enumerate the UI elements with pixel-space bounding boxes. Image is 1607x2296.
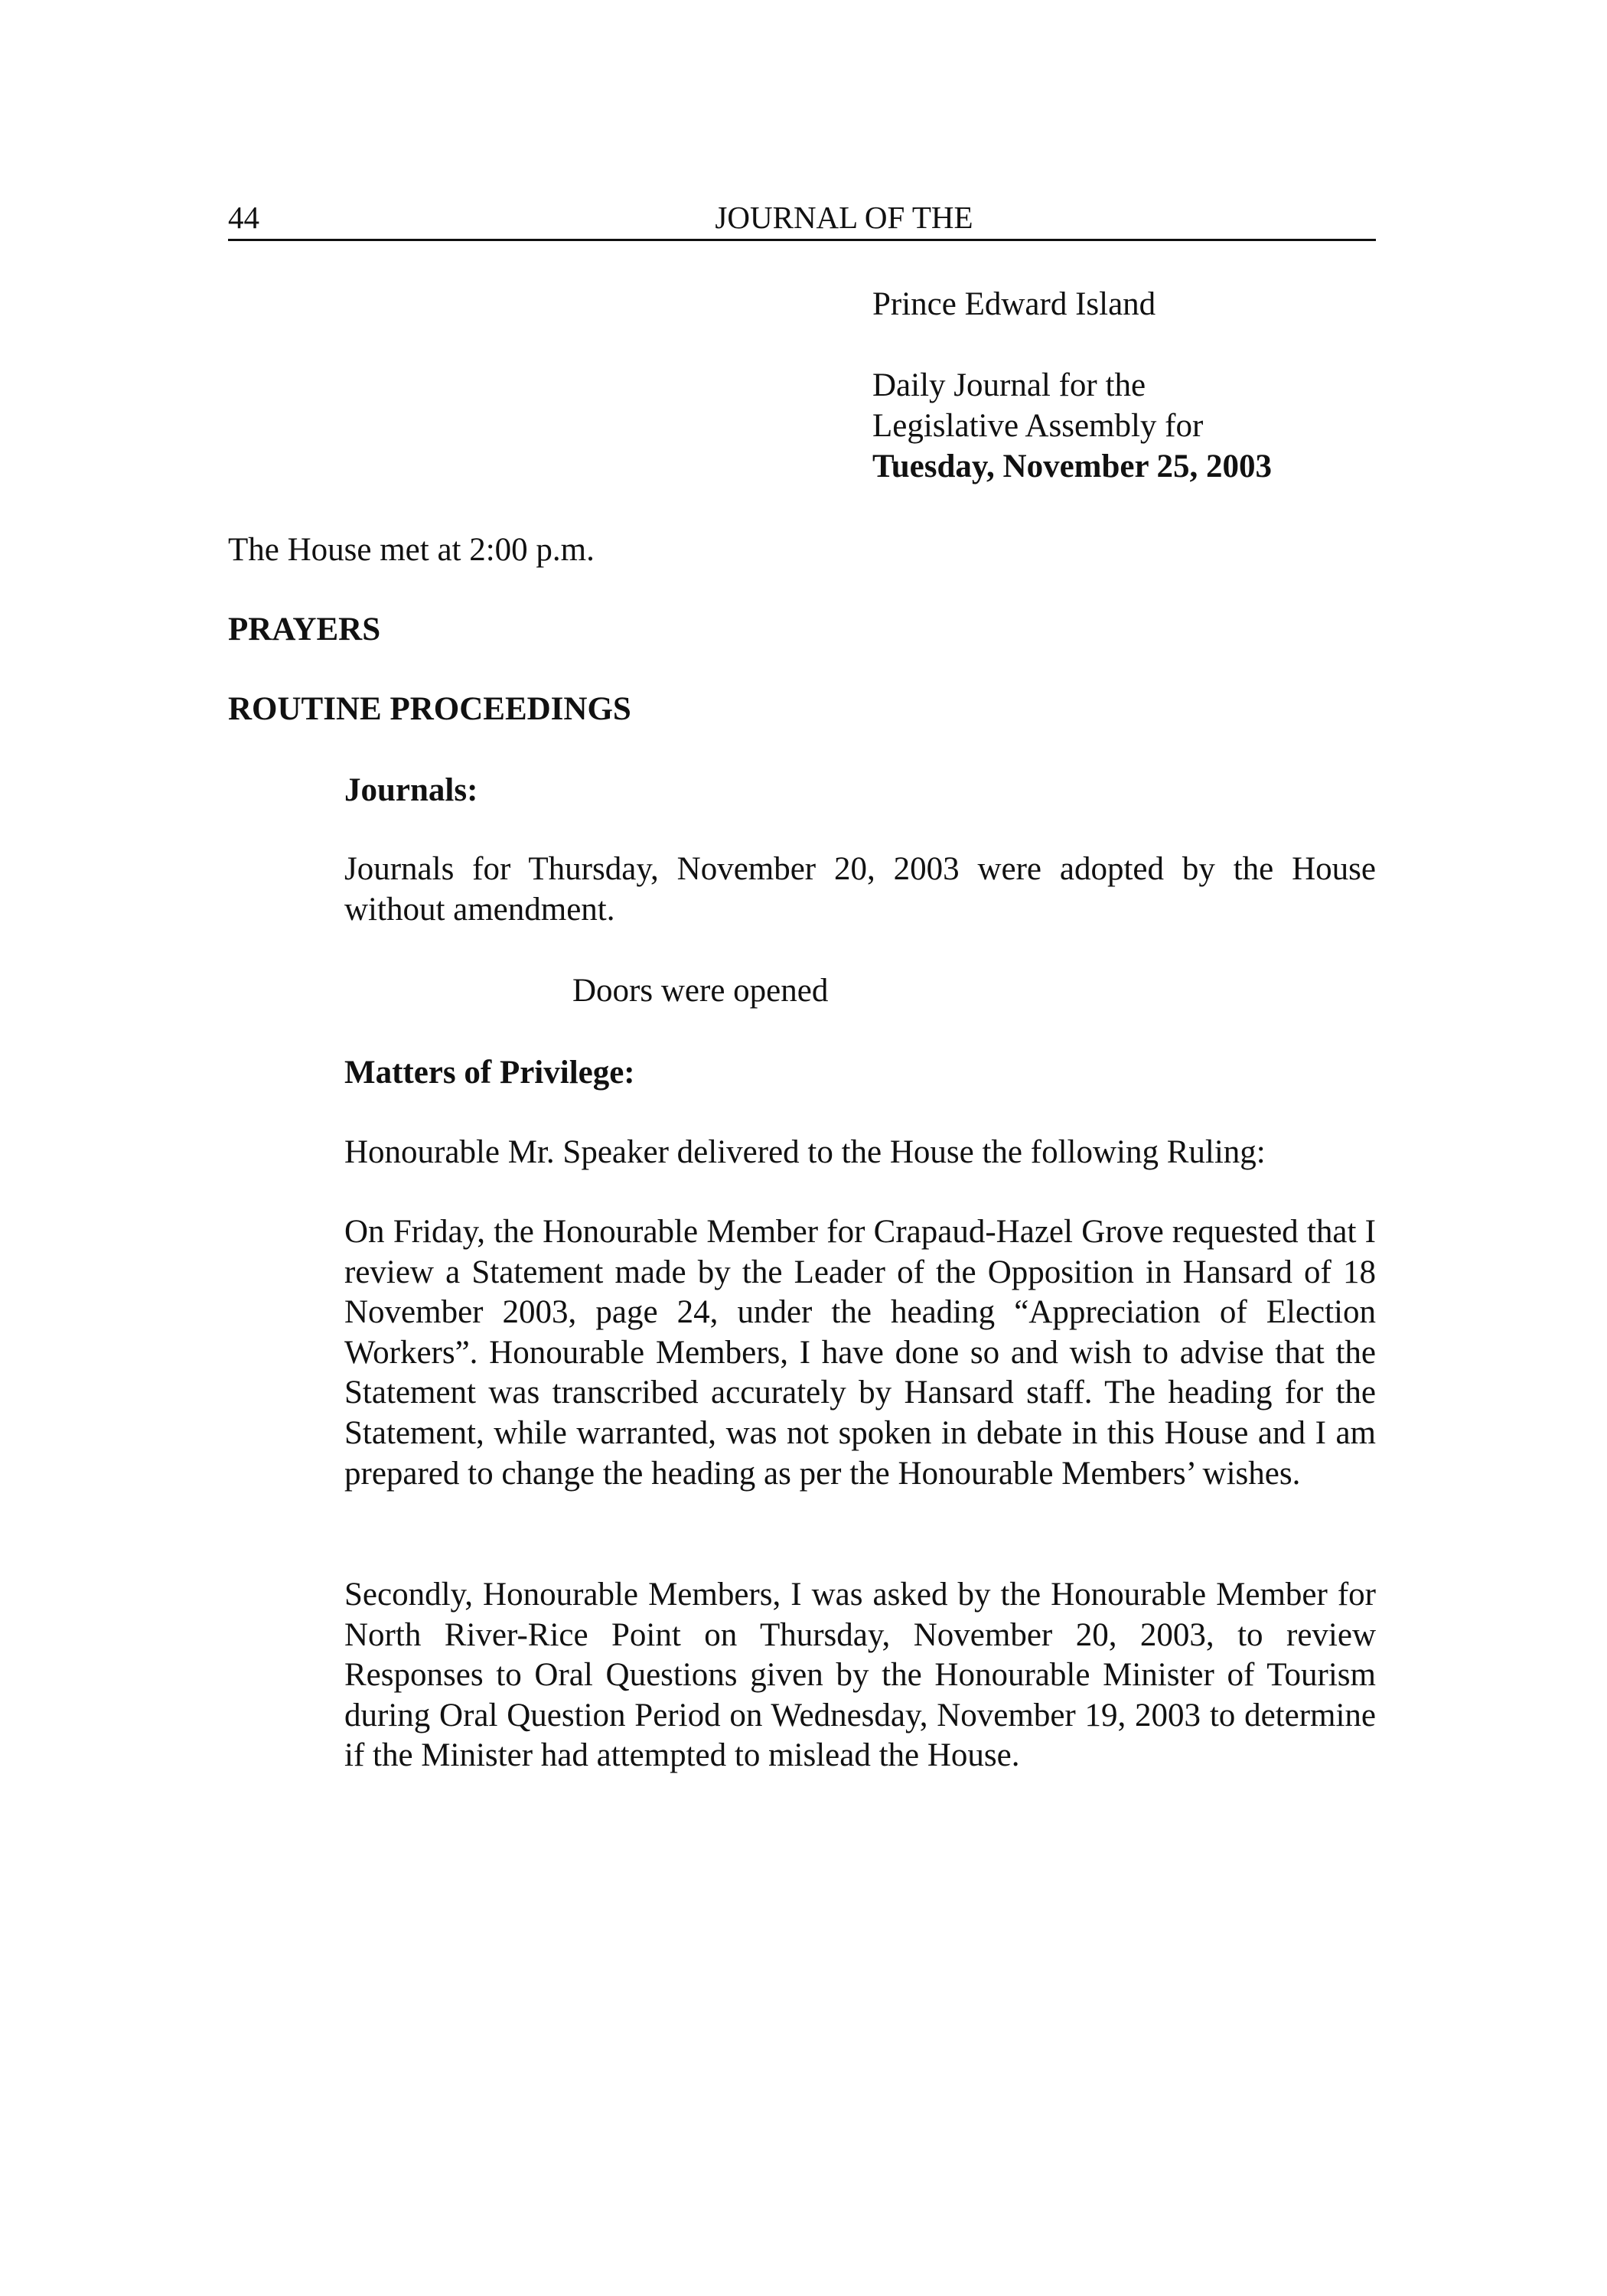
routine-proceedings-heading: ROUTINE PROCEEDINGS xyxy=(228,691,631,727)
address-province: Prince Edward Island xyxy=(872,286,1156,322)
ruling-paragraph-1: On Friday, the Honourable Member for Crapaud-Hazel Grove requested that I review a Statement made by the Leader of the Opposition in Hansard of 18 November 2003, page 24, under the heading “Appreciation of Election Workers”. Honourable Members, I have done so and wish to advise that the Statement was transcribed accurately by Hansard staff. The heading for the Statement, while warranted, was not spoken in debate in this House and I am prepared to change the heading as per the Honourable Members’ wishes. xyxy=(344,1214,1376,1492)
journals-heading: Journals: xyxy=(344,772,478,808)
running-head: JOURNAL OF THE xyxy=(715,200,973,235)
doors-opened-note: Doors were opened xyxy=(572,973,829,1009)
page-header xyxy=(228,196,1376,241)
house-met-text: The House met at 2:00 p.m. xyxy=(228,532,595,568)
ruling-paragraph-2: Secondly, Honourable Members, I was asked by the Honourable Member for North River-Rice Point on Thursday, November 20, 2003, to review Responses to Oral Questions given by the Honourable Minister of Tourism during Oral Question Period on Wednesday, November 19, 2003 to determine if the Minister had attempted to mislead the House. xyxy=(344,1577,1376,1774)
page-number: 44 xyxy=(228,200,259,235)
address-journal-line: Daily Journal for the xyxy=(872,367,1146,403)
prayers-heading: PRAYERS xyxy=(228,612,381,647)
address-date: Tuesday, November 25, 2003 xyxy=(872,448,1273,484)
ruling-intro: Honourable Mr. Speaker delivered to the House the following Ruling: xyxy=(344,1134,1266,1170)
privilege-heading: Matters of Privilege: xyxy=(344,1055,635,1091)
address-assembly-line: Legislative Assembly for xyxy=(872,408,1204,444)
journals-paragraph: Journals for Thursday, November 20, 2003 were adopted by the House without amendment. xyxy=(344,851,1376,928)
